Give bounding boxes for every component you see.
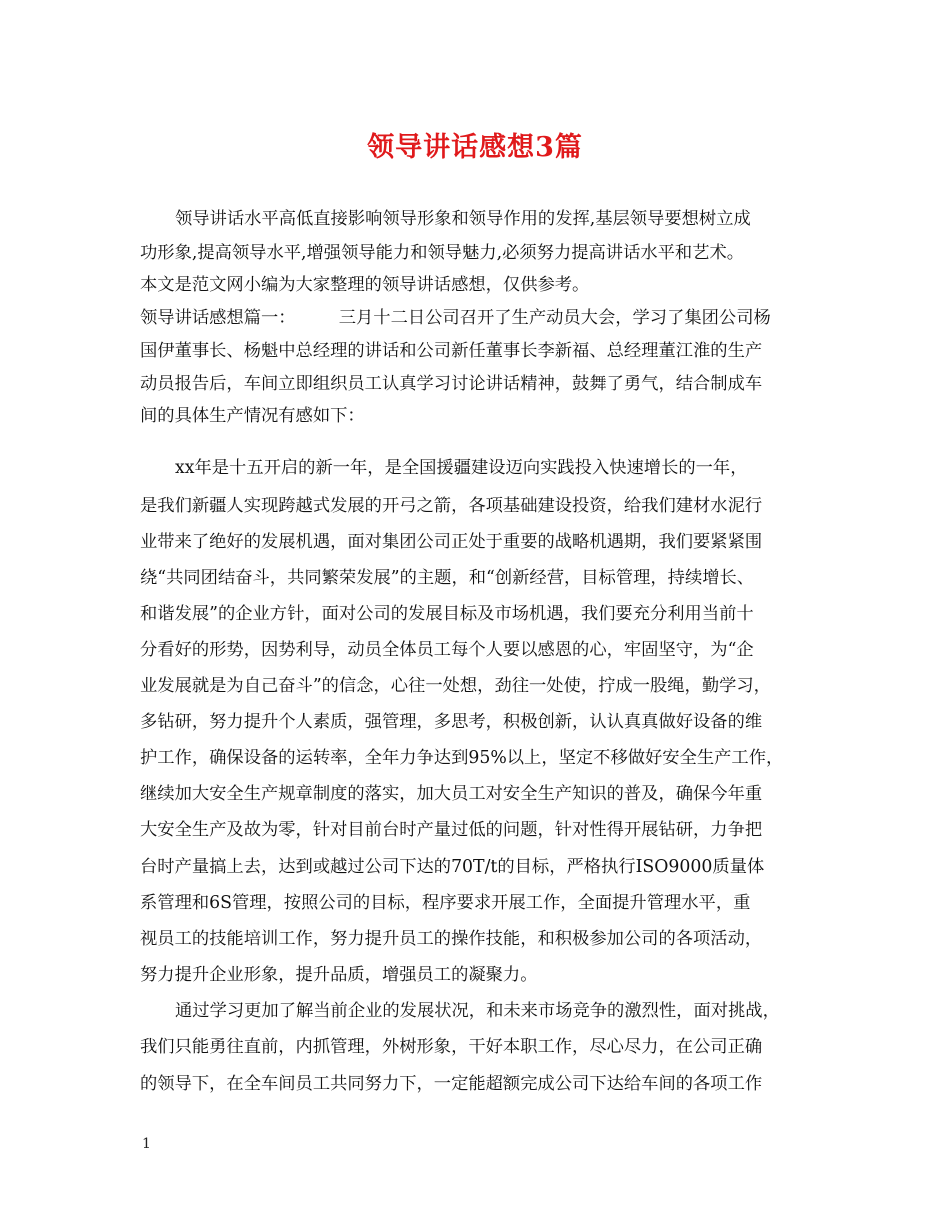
document-title: 领导讲话感想3篇 (367, 132, 583, 163)
text-line: 通过学习更加了解当前企业的发展状况，和未来市场竞争的激烈性，面对挑战， (175, 1001, 780, 1021)
text-line: 绕“共同团结奋斗，共同繁荣发展”的主题，和“创新经营，目标管理，持续增长、 (140, 568, 755, 588)
text-line: 国伊董事长、杨魁中总经理的讲话和公司新任董事长李新福、总经理董江淮的生产 (140, 341, 763, 361)
text-line: 领导讲话感想篇一： 三月十二日公司召开了生产动员大会，学习了集团公司杨 (140, 308, 771, 328)
text-line: 动员报告后，车间立即组织员工认真学习讨论讲话精神，鼓舞了勇气，结合制成车 (140, 374, 763, 394)
text-line: 系管理和6S管理，按照公司的目标，程序要求开展工作，全面提升管理水平，重 (140, 893, 751, 913)
text-line: 努力提升企业形象，提升品质，增强员工的凝聚力。 (140, 965, 538, 985)
text-line: 护工作，确保设备的运转率，全年力争达到95%以上，坚定不移做好安全生产工作， (140, 748, 784, 768)
text-line: 和谐发展”的企业方针，面对公司的发展目标及市场机遇，我们要充分利用当前十 (140, 604, 754, 624)
text-line: 继续加大安全生产规章制度的落实，加大员工对安全生产知识的普及，确保今年重 (140, 784, 763, 804)
text-line: 分看好的形势，因势利导，动员全体员工每个人要以感恩的心，牢固坚守，为“企 (140, 640, 754, 660)
text-line: 功形象,提高领导水平,增强领导能力和领导魅力,必须努力提高讲话水平和艺术。 (140, 243, 745, 263)
text-line: 间的具体生产情况有感如下： (140, 406, 365, 426)
text-line: 业带来了绝好的发展机遇，面对集团公司正处于重要的战略机遇期，我们要紧紧围 (140, 532, 763, 552)
text-line: 台时产量搞上去，达到或越过公司下达的70T/t的目标，严格执行ISO9000质量体 (140, 857, 765, 877)
text-line: 大安全生产及故为零，针对目前台时产量过低的问题，针对性得开展钻研，力争把 (140, 820, 763, 840)
text-line: 我们只能勇往直前，内抓管理，外树形象，干好本职工作，尽心尽力，在公司正确 (140, 1037, 763, 1057)
text-line: 业发展就是为自己奋斗”的信念，心往一处想，劲往一处使，拧成一股绳，勤学习， (140, 676, 771, 696)
text-line: xx年是十五开启的新一年，是全国援疆建设迈向实践投入快速增长的一年， (175, 458, 748, 478)
text-line: 领导讲话水平高低直接影响领导形象和领导作用的发挥,基层领导要想树立成 (175, 209, 751, 229)
text-line: 本文是范文网小编为大家整理的领导讲话感想，仅供参考。 (140, 275, 590, 295)
text-line: 多钻研，努力提升个人素质，强管理，多思考，积极创新，认认真真做好设备的维 (140, 712, 763, 732)
text-line: 的领导下，在全车间员工共同努力下，一定能超额完成公司下达给车间的各项工作 (140, 1074, 763, 1094)
text-line: 视员工的技能培训工作，努力提升员工的操作技能，和积极参加公司的各项活动， (140, 929, 763, 949)
page-number: 1 (142, 1136, 151, 1152)
text-line: 是我们新疆人实现跨越式发展的开弓之箭，各项基础建设投资，给我们建材水泥行 (140, 496, 763, 516)
